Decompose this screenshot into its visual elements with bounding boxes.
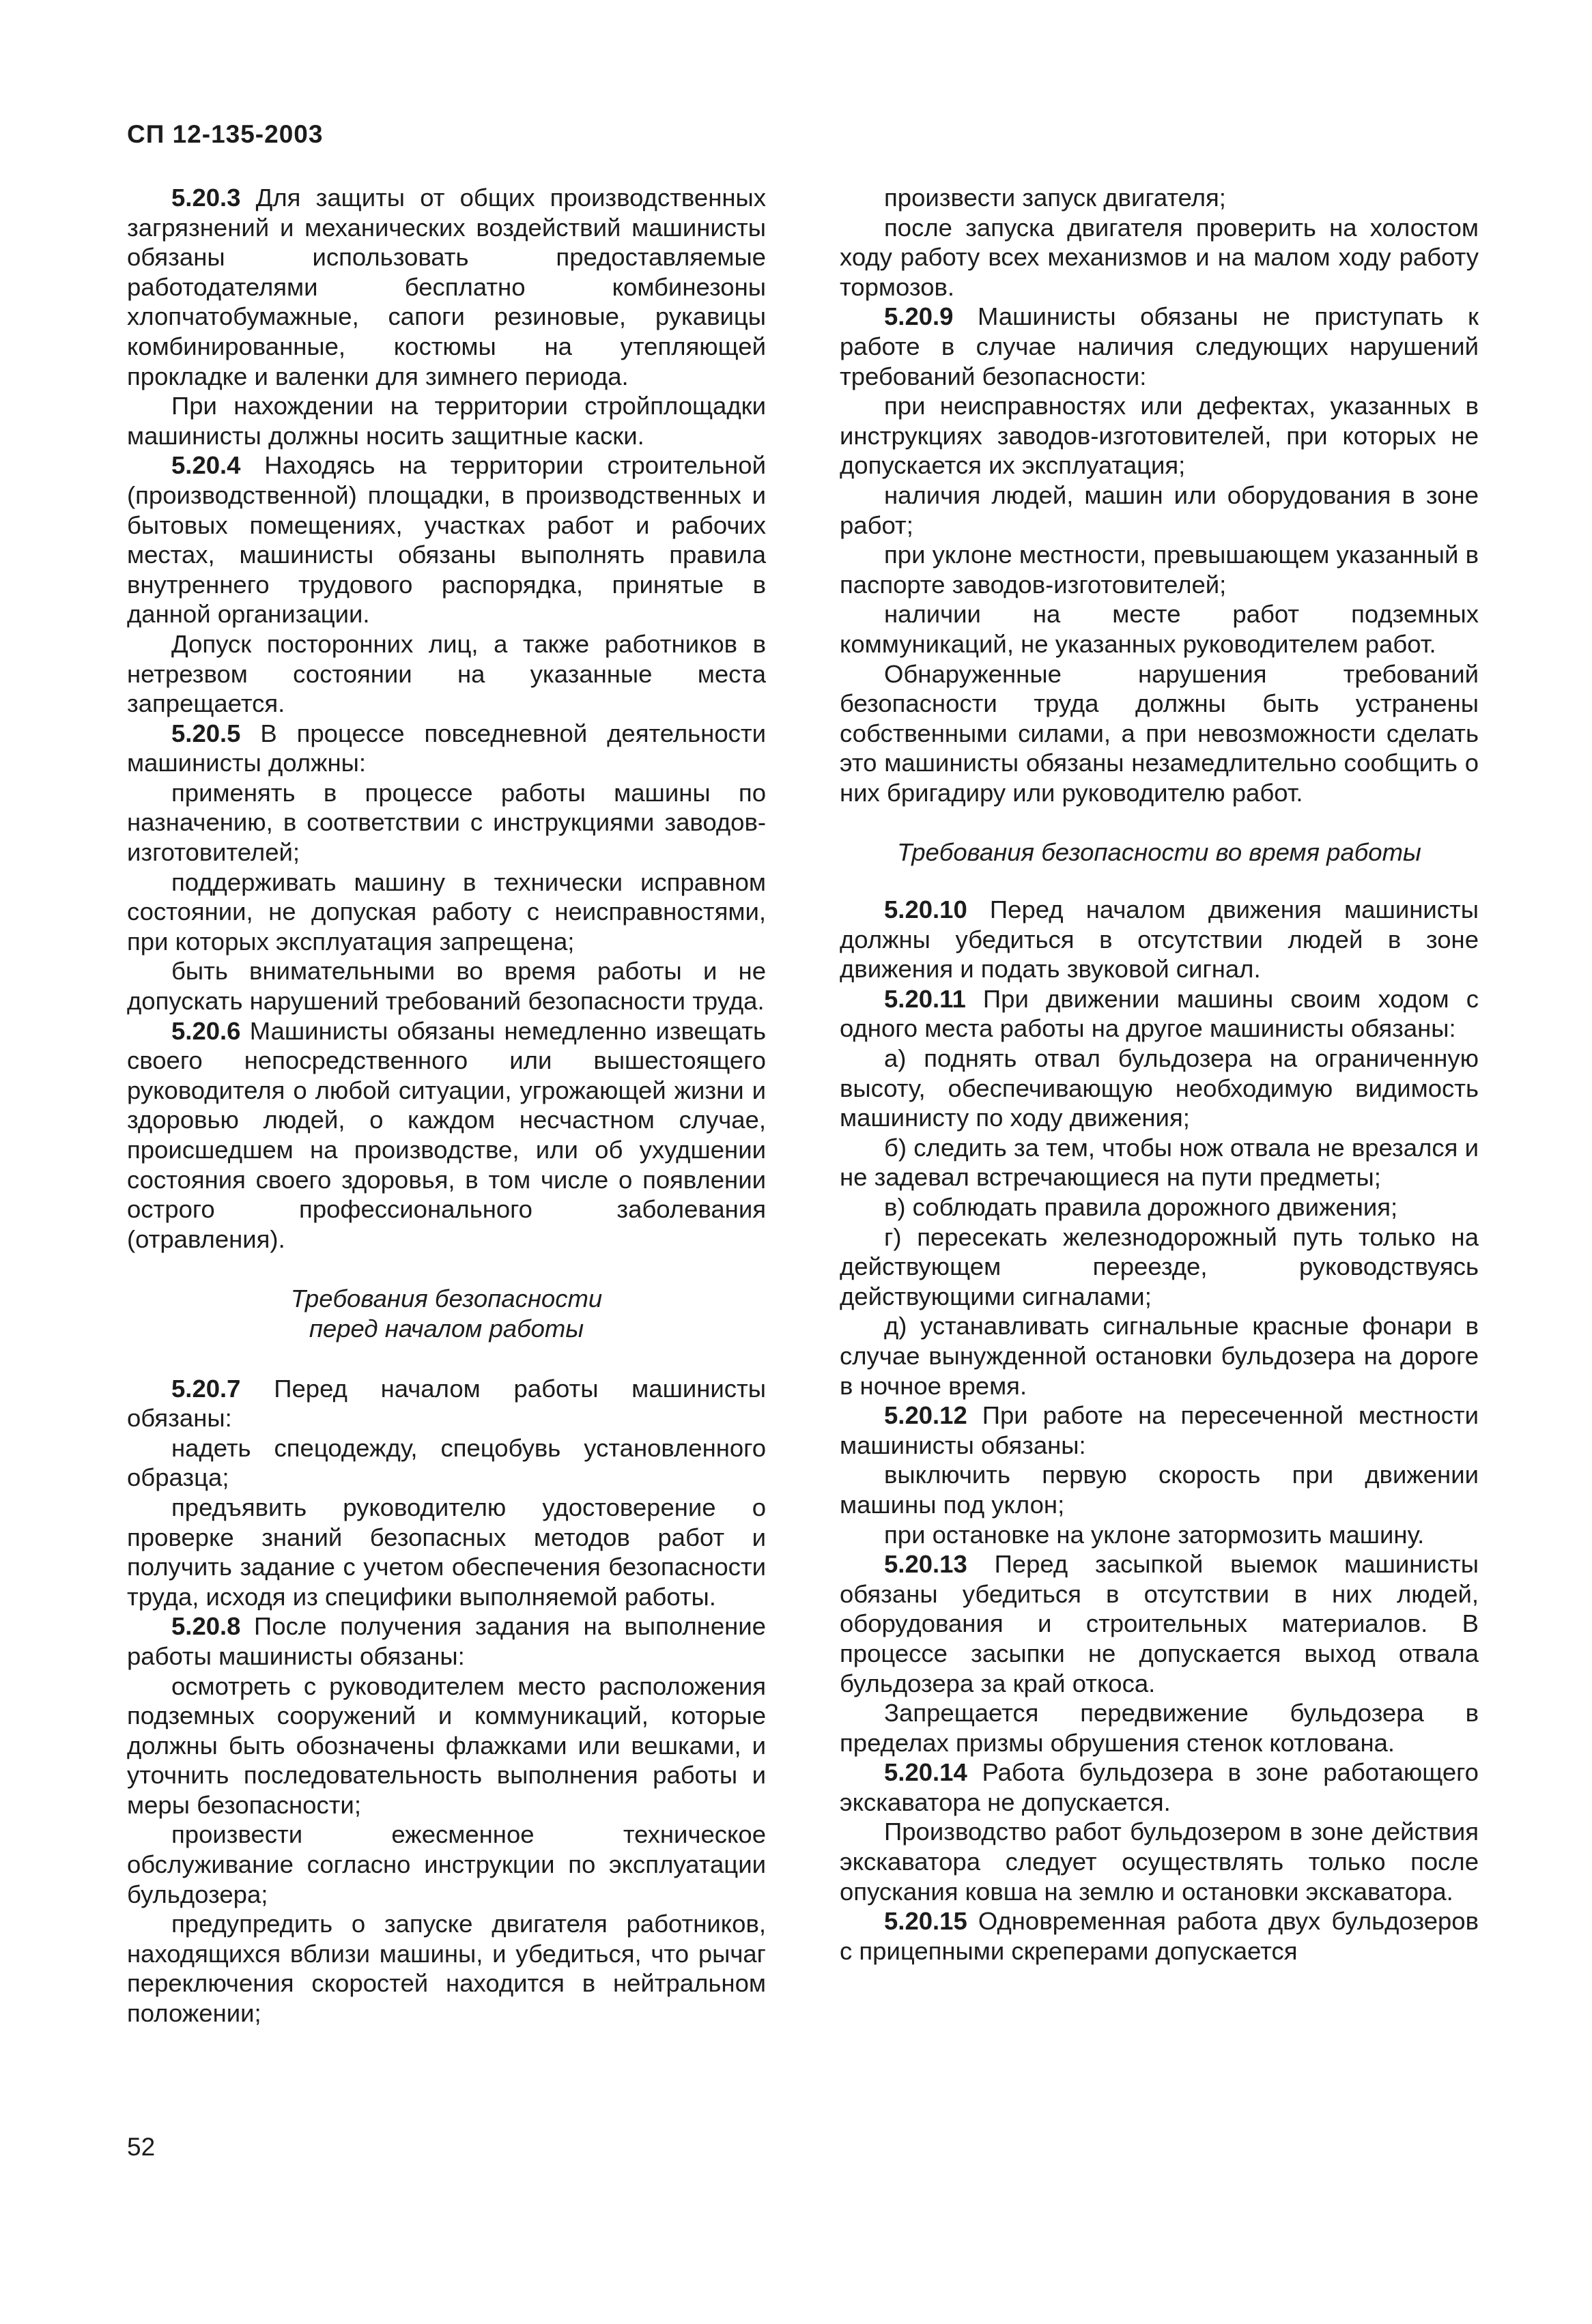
paragraph bbox=[127, 778, 766, 867]
clause-number: 5.20.12 bbox=[884, 1401, 967, 1430]
paragraph-text: Запрещается передвижение бульдозера в пределах призмы обрушения стенок котлована. bbox=[840, 1699, 1479, 1757]
clause-number: 5.20.15 bbox=[884, 1907, 967, 1936]
paragraph bbox=[840, 1311, 1479, 1401]
paragraph-text: При движении машины своим ходом с одного места работы на другое машинисты обязаны: bbox=[840, 984, 1479, 1043]
section-heading-before-work bbox=[127, 1254, 766, 1373]
clause-number: 5.20.4 bbox=[171, 451, 241, 480]
clause-paragraph bbox=[840, 1758, 1479, 1817]
document-code: СП 12-135-2003 bbox=[127, 120, 324, 148]
paragraph-text: надеть спецодежду, спецобувь установленного образца; bbox=[127, 1433, 766, 1492]
paragraph-text: при уклоне местности, превышающем указанный в паспорте заводов-изготовителей; bbox=[840, 541, 1479, 599]
paragraph-text: применять в процессе работы машины по назначению, в соответствии с инструкциями заводов-изготовителей; bbox=[127, 778, 766, 867]
paragraph-text: б) следить за тем, чтобы нож отвала не врезался и не задевал встречающиеся на пути предметы; bbox=[840, 1133, 1479, 1192]
paragraph bbox=[127, 1433, 766, 1493]
clause-number: 5.20.8 bbox=[171, 1612, 241, 1641]
page-number: 52 bbox=[127, 2133, 156, 2161]
paragraph-text: наличии на месте работ подземных коммуникаций, не указанных руководителем работ. bbox=[840, 600, 1479, 658]
paragraph-text: Перед началом движения машинисты должны убедиться в отсутствии людей в зоне движения и подать звуковой сигнал. bbox=[840, 895, 1479, 984]
clause-number: 5.20.13 bbox=[884, 1550, 967, 1579]
paragraph bbox=[840, 183, 1479, 213]
paragraph-text: выключить первую скорость при движении машины под уклон; bbox=[840, 1461, 1479, 1519]
paragraph bbox=[840, 1192, 1479, 1222]
paragraph-text: Обнаруженные нарушения требований безопасности труда должны быть устранены собственными силами, а при невозможности сделать это машинисты обязаны незамедлительно сообщить о них бригадиру или руководителю работ. bbox=[840, 659, 1479, 807]
paragraph bbox=[127, 956, 766, 1016]
left-paragraphs-before bbox=[127, 183, 766, 1254]
paragraph-text: Допуск посторонних лиц, а также работников в нетрезвом состоянии на указанные места запрещается. bbox=[127, 629, 766, 718]
paragraph bbox=[840, 1698, 1479, 1758]
paragraph-text: после запуска двигателя проверить на холостом ходу работу всех механизмов и на малом ходу работу тормозов. bbox=[840, 213, 1479, 301]
paragraph bbox=[127, 1909, 766, 2028]
paragraph-text: при неисправностях или дефектах, указанных в инструкциях заводов-изготовителей, при которых не допускается их эксплуатация; bbox=[840, 392, 1479, 480]
paragraph bbox=[127, 629, 766, 719]
clause-number: 5.20.6 bbox=[171, 1016, 241, 1045]
paragraph bbox=[840, 391, 1479, 480]
clause-number: 5.20.10 bbox=[884, 895, 967, 924]
paragraph-text: быть внимательными во время работы и не допускать нарушений требований безопасности труда. bbox=[127, 957, 766, 1016]
left-paragraphs-after bbox=[127, 1374, 766, 2028]
clause-paragraph bbox=[840, 1401, 1479, 1460]
paragraph bbox=[840, 1222, 1479, 1312]
paragraph bbox=[127, 1672, 766, 1820]
clause-number: 5.20.3 bbox=[171, 184, 241, 212]
paragraph bbox=[840, 480, 1479, 540]
paragraph-text: при остановке на уклоне затормозить машину. bbox=[884, 1520, 1425, 1549]
paragraph bbox=[840, 540, 1479, 599]
right-paragraphs-after bbox=[840, 895, 1479, 1966]
paragraph-text: г) пересекать железнодорожный путь только на действующем переезде, руководствуясь действующими сигналами; bbox=[840, 1222, 1479, 1310]
paragraph bbox=[840, 213, 1479, 302]
paragraph-text: д) устанавливать сигнальные красные фонари в случае вынужденной остановки бульдозера на дороге в ночное время. bbox=[840, 1312, 1479, 1400]
paragraph bbox=[840, 1817, 1479, 1906]
right-paragraphs-before bbox=[840, 183, 1479, 807]
paragraph-text: в) соблюдать правила дорожного движения; bbox=[884, 1193, 1398, 1221]
paragraph bbox=[840, 1044, 1479, 1133]
paragraph-text: поддерживать машину в технически исправном состоянии, не допуская работу с неисправностями, при которых эксплуатация запрещена; bbox=[127, 867, 766, 956]
paragraph bbox=[840, 659, 1479, 808]
clause-number: 5.20.7 bbox=[171, 1374, 241, 1403]
paragraph-text: При работе на пересеченной местности машинисты обязаны: bbox=[840, 1401, 1479, 1459]
paragraph-text: предъявить руководителю удостоверение о проверке знаний безопасных методов работ и получить задание с учетом обеспечения безопасности труда, исходя из специфики выполняемой работы. bbox=[127, 1493, 766, 1611]
paragraph-text: осмотреть с руководителем место расположения подземных сооружений и коммуникаций, которые должны быть обозначены флажками или вешками, и уточнить последовательность выполнения работы и меры безопасности; bbox=[127, 1672, 766, 1819]
paragraph bbox=[840, 599, 1479, 659]
paragraph-text: Работа бульдозера в зоне работающего экскаватора не допускается. bbox=[840, 1758, 1479, 1816]
paragraph-text: После получения задания на выполнение работы машинисты обязаны: bbox=[127, 1612, 766, 1670]
paragraph bbox=[840, 1460, 1479, 1519]
clause-paragraph bbox=[127, 1374, 766, 1433]
clause-number: 5.20.9 bbox=[884, 302, 954, 331]
right-column bbox=[840, 183, 1479, 1966]
paragraph-text: произвести ежесменное техническое обслуживание согласно инструкции по эксплуатации бульдозера; bbox=[127, 1820, 766, 1908]
clause-paragraph bbox=[127, 719, 766, 778]
paragraph bbox=[840, 1133, 1479, 1192]
section-heading-during-work: Требования безопасности во время работы bbox=[897, 838, 1421, 867]
paragraph-text: Одновременная работа двух бульдозеров с прицепными скреперами допускается bbox=[840, 1907, 1479, 1965]
paragraph-text: В процессе повседневной деятельности машинисты должны: bbox=[127, 719, 766, 777]
paragraph-text: Перед началом работы машинисты обязаны: bbox=[127, 1374, 766, 1433]
clause-number: 5.20.14 bbox=[884, 1758, 967, 1787]
paragraph-text: наличия людей, машин или оборудования в зоне работ; bbox=[840, 480, 1479, 539]
clause-paragraph bbox=[840, 895, 1479, 984]
clause-paragraph bbox=[840, 1549, 1479, 1698]
paragraph bbox=[127, 391, 766, 450]
clause-paragraph bbox=[127, 1016, 766, 1254]
clause-paragraph bbox=[840, 984, 1479, 1044]
paragraph-text: произвести запуск двигателя; bbox=[884, 184, 1226, 212]
clause-paragraph bbox=[840, 302, 1479, 391]
paragraph-text: Перед засыпкой выемок машинисты обязаны убедиться в отсутствии в них людей, оборудования и строительных материалов. В процессе засыпки не допускается выход отвала бульдозера за край откоса. bbox=[840, 1550, 1479, 1697]
section-heading-line-2: перед началом работы bbox=[309, 1314, 584, 1343]
paragraph-text: предупредить о запуске двигателя работников, находящихся вблизи машины, и убедиться, что рычаг переключения скоростей находится в нейтральном положении; bbox=[127, 1910, 766, 2028]
section-heading-line-1: Требования безопасности bbox=[290, 1285, 603, 1313]
left-column bbox=[127, 183, 766, 2028]
clause-paragraph bbox=[127, 450, 766, 629]
paragraph-text: Находясь на территории строительной (производственной) площадки, в производственных и бытовых помещениях, участках работ и рабочих местах, машинисты обязаны выполнять правила внутреннего трудового распорядка, принятые в данной организации. bbox=[127, 451, 766, 629]
paragraph-text: При нахождении на территории стройплощадки машинисты должны носить защитные каски. bbox=[127, 392, 766, 450]
paragraph bbox=[840, 1520, 1479, 1550]
paragraph bbox=[127, 867, 766, 957]
paragraph-text: Производство работ бульдозером в зоне действия экскаватора следует осуществлять только после опускания ковша на землю и остановки экскаватора. bbox=[840, 1818, 1479, 1906]
clause-number: 5.20.5 bbox=[171, 719, 241, 747]
paragraph-text: Для защиты от общих производственных загрязнений и механических воздействий машинисты обязаны использовать предоставляемые работодателями бесплатно комбинезоны хлопчатобумажные, сапоги резиновые, рукавицы комбинированные, костюмы на утепляющей прокладке и валенки для зимнего периода. bbox=[127, 184, 766, 390]
paragraph-text: а) поднять отвал бульдозера на ограниченную высоту, обеспечивающую необходимую видимость машинисту по ходу движения; bbox=[840, 1044, 1479, 1132]
paragraph bbox=[127, 1820, 766, 1909]
clause-paragraph bbox=[127, 1611, 766, 1671]
paragraph-text: Машинисты обязаны немедленно извещать своего непосредственного или вышестоящего руководителя о любой ситуации, угрожающей жизни и здоровью людей, о каждом несчастном случае, происшедшем на производстве, или об ухудшении состояния своего здоровья, в том числе о появлении острого профессионального заболевания (отравления). bbox=[127, 1016, 766, 1253]
clause-paragraph bbox=[840, 1906, 1479, 1966]
paragraph bbox=[127, 1493, 766, 1611]
clause-paragraph bbox=[127, 183, 766, 391]
paragraph-text: Машинисты обязаны не приступать к работе в случае наличия следующих нарушений требований безопасности: bbox=[840, 302, 1479, 390]
clause-number: 5.20.11 bbox=[884, 984, 966, 1013]
